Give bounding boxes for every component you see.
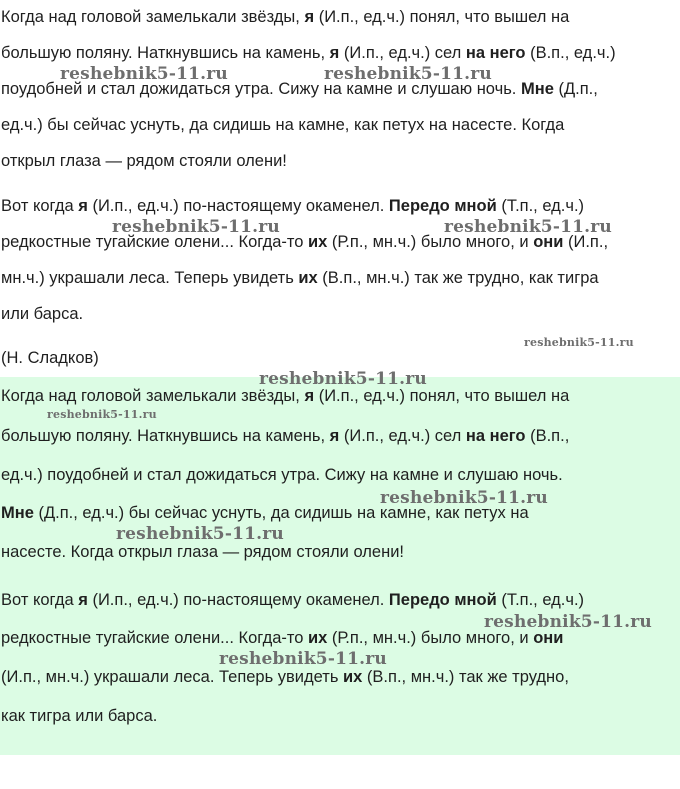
highlighted-pronoun: я [304,8,315,26]
watermark: reshebnik5-11.ru [380,488,548,508]
watermark: reshebnik5-11.ru [524,336,634,349]
text-line: мн.ч.) украшали леса. Теперь увидеть их (В.п., мн.ч.) так же трудно, как тигра [1,269,599,287]
highlighted-pronoun: их [308,233,328,251]
highlighted-pronoun: я [78,197,88,215]
watermark: reshebnik5-11.ru [259,369,427,389]
text-line: Вот когда я (И.п., ед.ч.) по-настоящему окаменел. Передо мной (Т.п., ед.ч.) [1,591,585,609]
watermark: reshebnik5-11.ru [116,524,284,544]
highlighted-pronoun: я [304,387,315,405]
highlighted-pronoun: они [533,629,564,647]
text-line: как тигра или барса. [1,707,158,725]
text-line: открыл глаза — рядом стояли олени! [1,152,287,170]
highlighted-pronoun: Передо мной [388,197,497,215]
text-line: большую поляну. Наткнувшись на камень, я (И.п., ед.ч.) сел на него (В.п., ед.ч.) [1,44,616,62]
highlighted-pronoun: я [78,591,88,609]
text-line: редкостные тугайские олени... Когда-то их (Р.п., мн.ч.) было много, и они [1,629,564,647]
highlighted-pronoun: на него [465,427,526,445]
author-signature: (Н. Сладков) [1,349,99,367]
text-line: большую поляну. Наткнувшись на камень, я (И.п., ед.ч.) сел на него (В.п., [1,427,570,445]
text-line: Когда над головой замелькали звёзды, я (И.п., ед.ч.) понял, что вышел на [1,387,570,405]
highlighted-pronoun: я [329,427,340,445]
text-line: насесте. Когда открыл глаза — рядом стояли олени! [1,543,405,561]
text-line: поудобней и стал дожидаться утра. Сижу на камне и слушаю ночь. Мне (Д.п., [1,80,598,98]
highlighted-pronoun: они [533,233,564,251]
highlighted-pronoun: я [329,44,340,62]
watermark: reshebnik5-11.ru [484,612,652,632]
text-line: ед.ч.) поудобней и стал дожидаться утра. Сижу на камне и слушаю ночь. [1,466,563,484]
text-line: Мне (Д.п., ед.ч.) бы сейчас уснуть, да сидишь на камне, как петух на [1,504,529,522]
watermark: reshebnik5-11.ru [324,64,492,84]
highlighted-pronoun: их [298,269,318,287]
text-line: или барса. [1,305,84,323]
text-line: (И.п., мн.ч.) украшали леса. Теперь увидеть их (В.п., мн.ч.) так же трудно, [1,668,569,686]
watermark: reshebnik5-11.ru [112,217,280,237]
answer-block [0,377,680,755]
watermark: reshebnik5-11.ru [219,649,387,669]
watermark: reshebnik5-11.ru [60,64,228,84]
text-line: Вот когда я (И.п., ед.ч.) по-настоящему окаменел. Передо мной (Т.п., ед.ч.) [1,197,585,215]
text-line: ед.ч.) бы сейчас уснуть, да сидишь на камне, как петух на насесте. Когда [1,116,565,134]
highlighted-pronoun: на него [465,44,526,62]
highlighted-pronoun: их [308,629,328,647]
watermark: reshebnik5-11.ru [47,408,157,421]
highlighted-pronoun: Мне [1,504,34,522]
text-line: Когда над головой замелькали звёзды, я (И.п., ед.ч.) понял, что вышел на [1,8,570,26]
highlighted-pronoun: их [343,668,363,686]
text-line: редкостные тугайские олени... Когда-то их (Р.п., мн.ч.) было много, и они (И.п., [1,233,609,251]
highlighted-pronoun: Передо мной [388,591,497,609]
watermark: reshebnik5-11.ru [444,217,612,237]
highlighted-pronoun: Мне [520,80,554,98]
